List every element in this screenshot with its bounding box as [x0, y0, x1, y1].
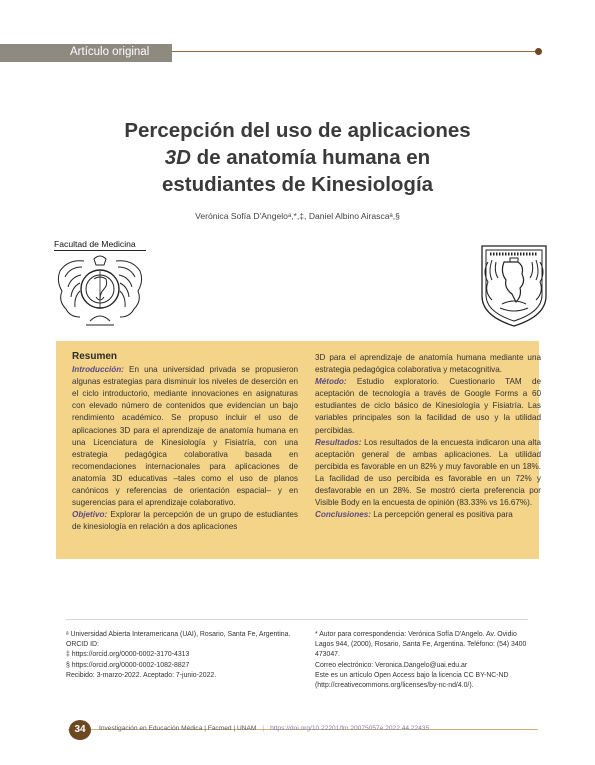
journal-name: Investigación en Educación Médica | Facmed | UNAM [99, 725, 257, 732]
abstract-heading: Resumen [72, 351, 118, 362]
footer-text [99, 725, 429, 732]
faculty-medicine-logo-icon [54, 251, 146, 329]
orcid-link-2[interactable]: § https://orcid.org/0000-0002-1082-8827 [66, 661, 190, 669]
email-note[interactable]: Correo electrónico: Veronica.Dangelo@uai.edu.ar [315, 661, 468, 669]
abstract-box [56, 341, 539, 559]
introduction-label: Introducción: [72, 365, 124, 375]
authors: Verónica Sofía D'Angeloᵃ,*,‡, Daniel Albino Airascaᵃ,§ [195, 211, 400, 221]
orcid-link-1[interactable]: ‡ https://orcid.org/0000-0002-3170-4313 [66, 651, 190, 659]
objective-label: Objetivo: [72, 510, 108, 520]
conclusions-label: Conclusiones: [315, 510, 371, 520]
section-label: Artículo original [70, 46, 150, 58]
results-label: Resultados: [315, 437, 362, 447]
footnotes-left [66, 630, 301, 681]
license-note[interactable]: Este es un artículo Open Access bajo la licencia CC BY-NC-ND (http://creativecommons.org/licenses/by-nc-nd/4.0/). [315, 671, 509, 690]
unam-seal-icon [474, 242, 554, 328]
affiliation-note: ᵃ Universidad Abierta Interamericana (UAI), Rosario, Santa Fe, Argentina. [66, 631, 291, 638]
conclusions-text: La percepción general es positiva para [370, 510, 513, 520]
results-text: Los resultados de la encuesta indicaron una alta aceptación general de ambas aplicaciones. La utilidad percibida es favorable en un 82% y muy favorable en un 18%. La facilidad de uso percibida es favorable en un 72% y desfavorable en un 28%. Se mostró cierta preferencia por Visible Body en la encuesta de opinión (83.33% vs 16.67%). [315, 437, 541, 508]
title-line-1: Percepción del uso de aplicaciones [124, 119, 471, 142]
abstract-column-left [72, 341, 298, 533]
footer-separator: | [262, 725, 265, 732]
title-line-2 [60, 144, 535, 171]
article-title [60, 117, 535, 198]
abstract-continuation: 3D para el aprendizaje de anatomía humana mediante una estrategia pedagógica colaborativa y metacognitiva. [315, 353, 541, 375]
abstract-introduction [72, 364, 298, 509]
introduction-text: En una universidad privada se propusieron algunas estrategias para disminuir los niveles de deserción en el ciclo introductorio, mediante innovaciones en asignaturas con elevado número de contenidos que evidencian un bajo rendimiento académico. Se propuso incluir el uso de aplicaciones 3D para el aprendizaje de anatomía humana en una Licenciatura de Kinesiología y Fisiatría, con una estrategia pedagógica colaborativa basada en recomendaciones internacionales para aplicaciones de anatomía 3D educativas –tales como el uso de planos canónicos y referencias de orientación espacial– y en sugerencias para el aprendizaje colaborativo. [72, 365, 298, 508]
abstract-objective [72, 509, 298, 533]
abstract-results [315, 437, 541, 510]
title-italic-3d: 3D [164, 146, 191, 169]
faculty-label: Facultad de Medicina [54, 239, 136, 249]
footnote-rule [66, 619, 528, 620]
abstract-method [315, 376, 541, 436]
received-accepted-dates: Recibido: 3-marzo-2022. Aceptado: 7-junio-2022. [66, 671, 217, 679]
title-line-2-rest: de anatomía humana en [190, 146, 431, 169]
correspondence-note: * Autor para correspondencia: Verónica Sofía D'Angelo. Av. Ovidio Lagos 944, (2000), Rosario, Santa Fe, Argentina. Teléfono: (54) 3400 473047. [315, 631, 527, 659]
abstract-conclusions [315, 509, 541, 521]
section-tag [0, 44, 172, 62]
title-line-3: estudiantes de Kinesiología [161, 173, 434, 196]
abstract-column-right [315, 352, 541, 521]
header-rule [172, 51, 538, 52]
objective-text: Explorar la percepción de un grupo de estudiantes de kinesiología en relación a dos aplicaciones [72, 510, 298, 532]
footnotes-right [315, 630, 537, 691]
method-text: Estudio exploratorio. Cuestionario TAM de aceptación de tecnología a través de Google Forms a 60 estudiantes de ciclo básico de Kinesiología y Fisiatría. Las variables principales son la facilidad de uso y la utilidad percibidas. [315, 377, 541, 435]
doi-link[interactable]: https://doi.org/10.22201/fm.20075057e.2022.44.22435 [270, 725, 430, 732]
orcid-heading: ORCID ID: [66, 641, 99, 649]
method-label: Método: [315, 377, 347, 387]
page-number: 34 [69, 720, 91, 740]
header-dot [535, 48, 542, 55]
